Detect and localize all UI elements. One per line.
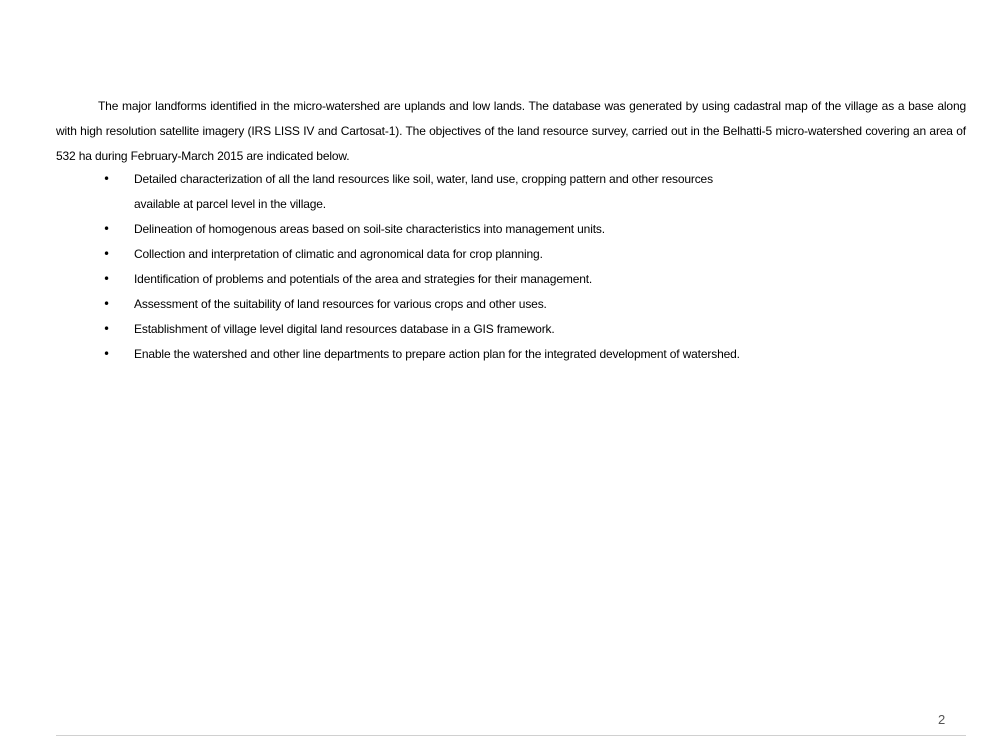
objective-text: Detailed characterization of all the land resources like soil, water, land use, cropping pattern and other resources available at parcel level in the village.	[134, 172, 713, 211]
objective-text: Delineation of homogenous areas based on soil-site characteristics into management units.	[134, 222, 605, 236]
objective-item	[96, 342, 779, 367]
objective-item	[96, 167, 719, 217]
objective-text: Collection and interpretation of climatic and agronomical data for crop planning.	[134, 247, 543, 261]
bullet-icon: •	[103, 347, 110, 361]
objectives-list	[96, 167, 796, 367]
objective-text: Assessment of the suitability of land resources for various crops and other uses.	[134, 297, 547, 311]
intro-paragraph: The major landforms identified in the micro-watershed are uplands and low lands. The database was generated by using cadastral map of the village as a base along with high resolution satellite imagery (IRS LISS IV and Cartosat-1). The objectives of the land resource survey, carried out in the Belhatti-5 micro-watershed covering an area of 532 ha during February-March 2015 are indicated below.	[56, 99, 966, 163]
page-divider	[56, 735, 966, 736]
bullet-icon: •	[103, 247, 110, 261]
objective-text: Identification of problems and potentials of the area and strategies for their management.	[134, 272, 593, 286]
objective-item	[96, 292, 796, 317]
bullet-icon: •	[103, 172, 110, 186]
bullet-icon: •	[103, 222, 110, 236]
bullet-icon: •	[103, 297, 110, 311]
objective-item	[96, 317, 796, 342]
page-number: 2	[938, 712, 946, 727]
objective-text: Enable the watershed and other line departments to prepare action plan for the integrated development of watershed.	[134, 347, 740, 361]
bullet-icon: •	[103, 322, 110, 336]
objective-item	[96, 217, 796, 242]
objective-item	[96, 242, 796, 267]
objective-text: Establishment of village level digital land resources database in a GIS framework.	[134, 322, 555, 336]
bullet-icon: •	[103, 272, 110, 286]
objective-item	[96, 267, 796, 292]
